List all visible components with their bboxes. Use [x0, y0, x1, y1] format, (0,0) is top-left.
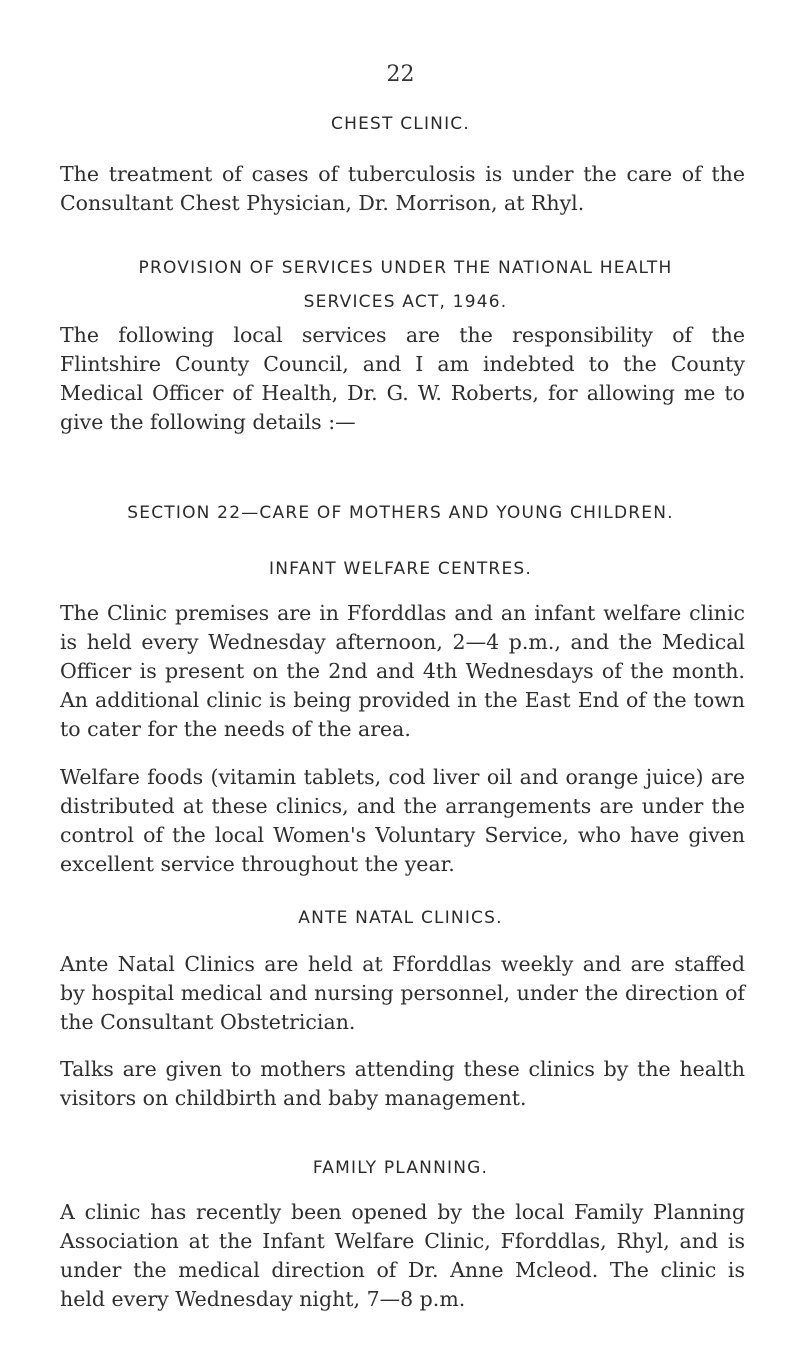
- ante-natal-paragraph-2: Talks are given to mothers attending these clinics by the health visitors on childbirth and baby management.: [60, 1057, 745, 1110]
- ante-natal-paragraph-1: Ante Natal Clinics are held at Fforddlas weekly and are staffed by hospital medical and nursing personnel, under the direction of the Consultant Obstetrician.: [60, 952, 745, 1034]
- infant-welfare-paragraph-2: Welfare foods (vitamin tablets, cod liver oil and orange juice) are distributed at these clinics, and the arrangements are under the control of the local Women's Voluntary Service, who have given excellent service throughout the year.: [60, 765, 745, 876]
- provision-paragraph: The following local services are the responsibility of the Flintshire County Council, and I am indebted to the County Medical Officer of Health, Dr. G. W. Roberts, for allowing me to give the following details :—: [60, 323, 745, 434]
- page-number: 22: [386, 62, 415, 87]
- ante-natal-heading: ANTE NATAL CLINICS.: [298, 908, 503, 928]
- family-planning-heading: FAMILY PLANNING.: [312, 1158, 489, 1178]
- provision-heading: PROVISION OF SERVICES UNDER THE NATIONAL HEALTH SERVICES ACT, 1946.: [138, 258, 673, 312]
- chest-clinic-paragraph: The treatment of cases of tuberculosis is under the care of the Consultant Chest Physician, Dr. Morrison, at Rhyl.: [60, 162, 745, 215]
- infant-welfare-heading: INFANT WELFARE CENTRES.: [269, 559, 532, 579]
- family-planning-paragraph: A clinic has recently been opened by the local Family Planning Association at the Infant Welfare Clinic, Fforddlas, Rhyl, and is under the medical direction of Dr. Anne Mcleod. The clinic is held every Wednesday night, 7—8 p.m.: [60, 1200, 745, 1311]
- infant-welfare-paragraph-1: The Clinic premises are in Fforddlas and an infant welfare clinic is held every Wednesday afternoon, 2—4 p.m., and the Medical Officer is present on the 2nd and 4th Wednesdays of the month. An additional clinic is being provided in the East End of the town to cater for the needs of the area.: [60, 601, 745, 741]
- section-22-heading: SECTION 22—CARE OF MOTHERS AND YOUNG CHILDREN.: [127, 503, 674, 523]
- chest-clinic-heading: CHEST CLINIC.: [331, 114, 470, 134]
